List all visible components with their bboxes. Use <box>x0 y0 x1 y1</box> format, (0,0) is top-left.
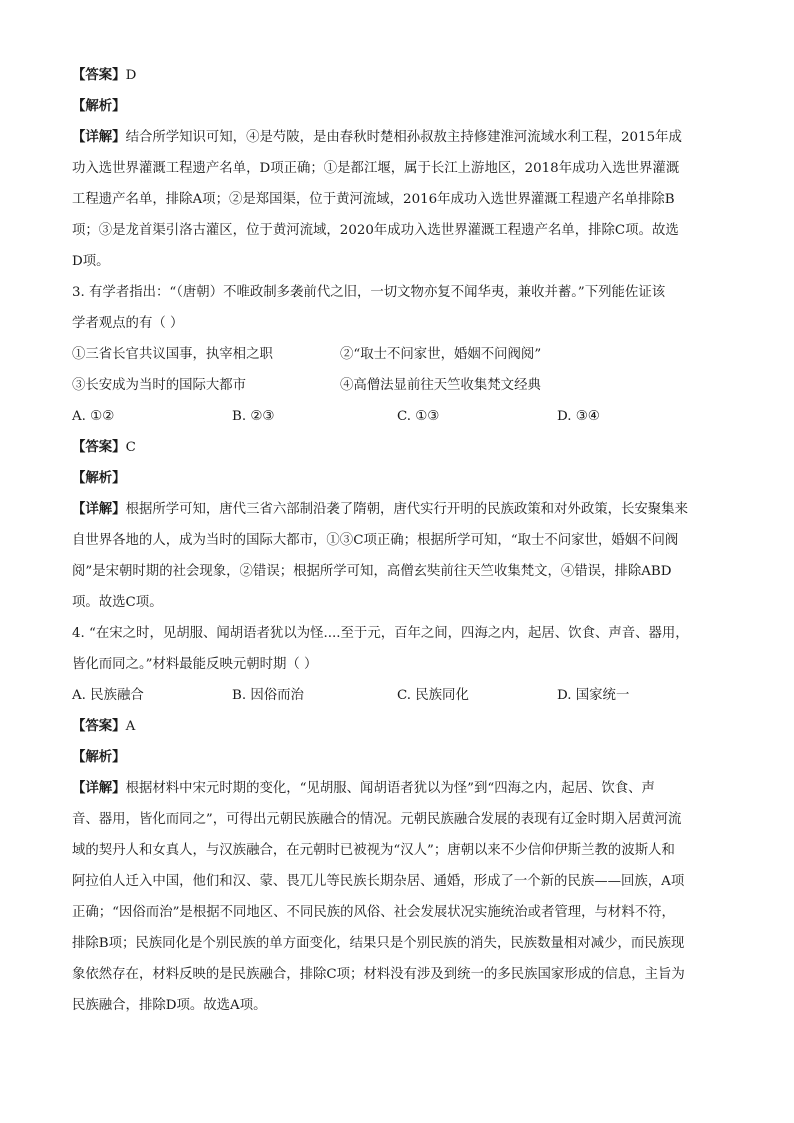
q4-answer-line <box>72 711 732 742</box>
analysis-tag: 【解析】 <box>72 470 126 486</box>
q4-options <box>72 680 732 711</box>
q3-items-row <box>72 339 732 370</box>
document-page <box>72 60 732 1021</box>
q2-detail-line: 项；③是龙首渠引洛古灌区，位于黄河流域，2020年成功入选世界灌溉工程遗产名单，排除C项。故选 <box>72 223 679 238</box>
answer-tag: 【答案】 <box>72 439 126 455</box>
q3-items-row <box>72 370 732 401</box>
answer-tag: 【答案】 <box>72 67 126 83</box>
q3-options <box>72 401 732 432</box>
q4-answer: A <box>125 719 136 734</box>
q3-detail-line: 自世界各地的人，成为当时的国际大都市，①③C项正确；根据所学可知，“取士不问家世，婚姻不问阀 <box>72 533 679 548</box>
q2-detail-line: 功入选世界灌溉工程遗产名单，D项正确；①是都江堰，属于长江上游地区，2018年成功入选世界灌溉 <box>72 161 680 176</box>
q4-option-a: A. 民族融合 <box>72 688 144 703</box>
q2-detail-line: 工程遗产名单，排除A项；②是郑国渠，位于黄河流域，2016年成功入选世界灌溉工程遗产名单排除B <box>72 192 675 207</box>
q3-item: ①三省长官共议国事，执宰相之职 <box>72 347 273 362</box>
detail-tag: 【详解】 <box>72 129 126 145</box>
q4-stem-line: 皆化而同之。”材料最能反映元朝时期（ ） <box>72 657 318 672</box>
q4-detail-line: 排除B项；民族同化是个别民族的单方面变化，结果只是个别民族的消失，民族数量相对减少，而民族现 <box>72 936 685 951</box>
q3-detail-line: 阅”是宋朝时期的社会现象，②错误；根据所学可知，高僧玄奘前往天竺收集梵文，④错误，排除ABD <box>72 564 672 579</box>
q3-item: ③长安成为当时的国际大都市 <box>72 378 247 393</box>
q3-option-d: D. ③④ <box>557 409 600 424</box>
q2-analysis-heading <box>72 91 732 122</box>
q3-detail-line: 根据所学可知，唐代三省六部制沿袭了隋朝，唐代实行开明的民族政策和对外政策，长安聚集来 <box>125 502 688 517</box>
analysis-tag: 【解析】 <box>72 749 126 765</box>
q4-detail-line: 阿拉伯人迁入中国，他们和汉、蒙、畏兀儿等民族长期杂居、通婚，形成了一个新的民族——回族，A项 <box>72 874 685 889</box>
q3-item: ②“取士不问家世，婚姻不问阀阅” <box>340 347 542 362</box>
q4-detail-line: 域的契丹人和女真人，与汉族融合，在元朝时已被视为“汉人”；唐朝以来不少信仰伊斯兰教的波斯人和 <box>72 843 675 858</box>
detail-tag: 【详解】 <box>72 501 126 517</box>
q3-stem-line: 3. 有学者指出：“（唐朝）不唯政制多袭前代之旧，一切文物亦复不闻华夷，兼收并蓄。”下列能佐证该 <box>72 285 666 300</box>
q4-detail-line: 正确；“因俗而治”是根据不同地区、不同民族的风俗、社会发展状况实施统治或者管理，与材料不符， <box>72 905 675 920</box>
q2-detail-line: 结合所学知识可知，④是芍陂，是由春秋时楚相孙叔敖主持修建淮河流域水利工程，2015年成 <box>125 130 682 145</box>
q4-analysis-heading <box>72 742 732 773</box>
q2-answer: D <box>125 68 137 83</box>
q4-stem-line: 4. “在宋之时，见胡服、闻胡语者犹以为怪....至于元，百年之间，四海之内，起居、饮食、声音、器用， <box>72 626 689 641</box>
q3-answer-line <box>72 432 732 463</box>
detail-tag: 【详解】 <box>72 780 126 796</box>
q2-answer-line <box>72 60 732 91</box>
q3-option-c: C. ①③ <box>397 409 440 424</box>
answer-tag: 【答案】 <box>72 718 126 734</box>
q3-stem-line: 学者观点的有（ ） <box>72 316 184 331</box>
q4-detail-line: 象依然存在，材料反映的是民族融合，排除C项；材料没有涉及到统一的多民族国家形成的信息，主旨为 <box>72 967 685 982</box>
q4-option-b: B. 因俗而治 <box>232 688 304 703</box>
q4-option-c: C. 民族同化 <box>397 688 469 703</box>
q4-detail <box>72 773 732 1021</box>
q3-detail <box>72 494 732 618</box>
q3-item: ④高僧法显前往天竺收集梵文经典 <box>340 378 541 393</box>
q2-detail-line: D项。 <box>72 254 110 269</box>
q4-detail-line: 音、器用，皆化而同之”，可得出元朝民族融合的情况。元朝民族融合发展的表现有辽金时期入居黄河流 <box>72 812 682 827</box>
q2-detail <box>72 122 732 277</box>
q4-detail-line: 根据材料中宋元时期的变化，“见胡服、闻胡语者犹以为怪”到“四海之内，起居、饮食、声 <box>125 781 655 796</box>
q3-option-b: B. ②③ <box>232 409 275 424</box>
q4-detail-line: 民族融合，排除D项。故选A项。 <box>72 998 267 1013</box>
q3-analysis-heading <box>72 463 732 494</box>
q3-answer: C <box>125 440 136 455</box>
q3-detail-line: 项。故选C项。 <box>72 595 163 610</box>
q4-option-d: D. 国家统一 <box>557 688 630 703</box>
analysis-tag: 【解析】 <box>72 98 126 114</box>
q3-option-a: A. ①② <box>72 409 115 424</box>
